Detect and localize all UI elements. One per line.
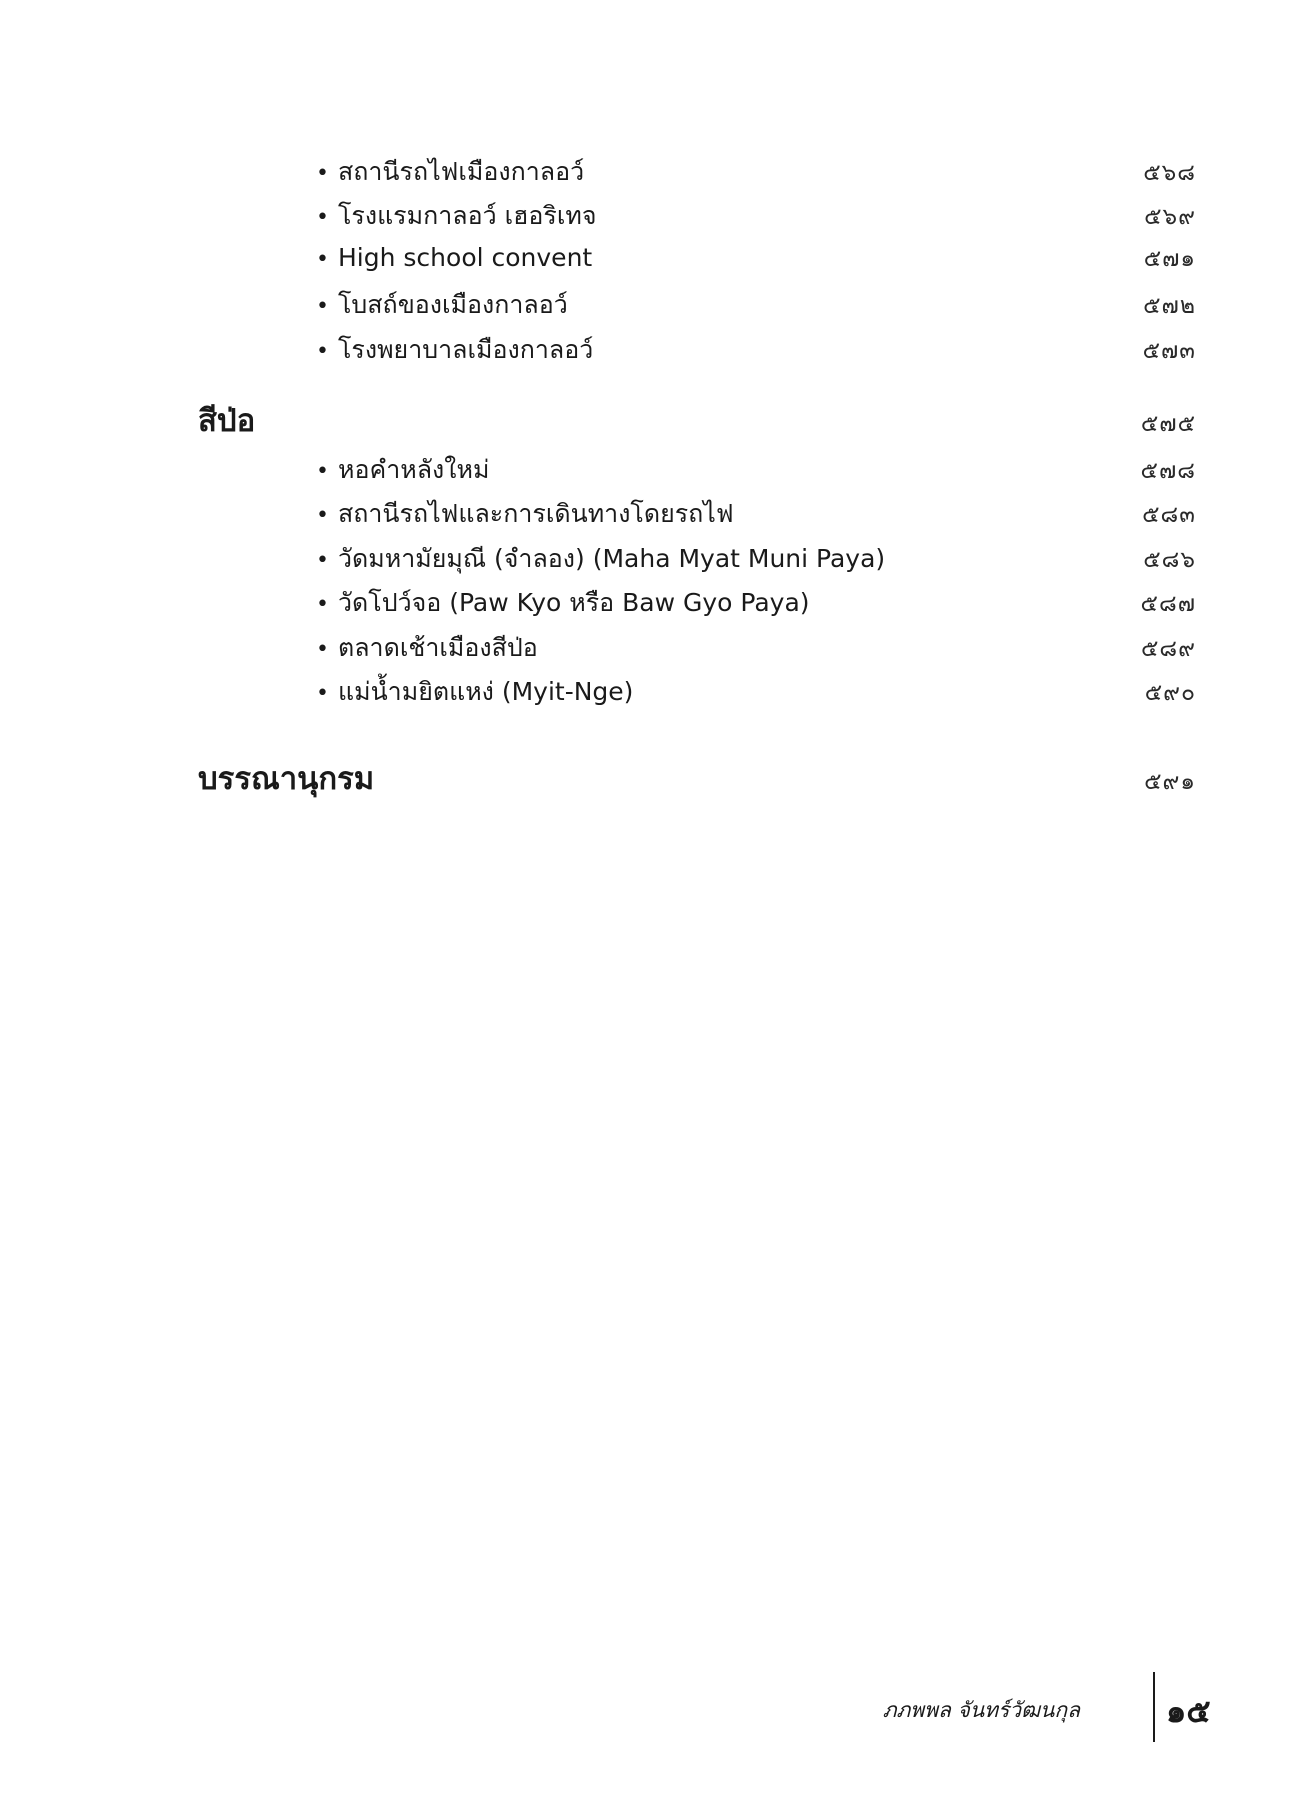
toc-entry-label: หอคำหลังใหม่: [338, 455, 490, 484]
toc-section-label: บรรณานุกรม: [198, 761, 375, 797]
bullet-icon: •: [316, 503, 329, 528]
footer-page-number: ๑๕: [1166, 1692, 1211, 1730]
bullet-icon: •: [316, 205, 329, 230]
toc-entry[interactable]: [316, 628, 1196, 668]
toc-entry[interactable]: [316, 241, 1196, 281]
toc-entry-page: ๕๖๙: [1144, 204, 1196, 230]
footer-author: ภภพพล จันทร์วัฒนกุล: [882, 1698, 1080, 1722]
bullet-icon: •: [316, 339, 329, 364]
toc-entry-page: ๕๖๘: [1143, 160, 1196, 186]
toc-entry-page: ๕๘๙: [1141, 636, 1196, 662]
toc-entry[interactable]: [316, 450, 1196, 490]
toc-entry-label: ตลาดเช้าเมืองสีป่อ: [338, 633, 538, 662]
bullet-icon: •: [316, 161, 329, 186]
toc-section-page: ๕๙๑: [1144, 769, 1196, 795]
toc-entry[interactable]: [316, 152, 1196, 192]
toc-entry-label: โรงแรมกาลอว์ เฮอริเทจ: [338, 201, 597, 230]
toc-entry-label: สถานีรถไฟและการเดินทางโดยรถไฟ: [338, 499, 734, 528]
toc-entry[interactable]: [316, 330, 1196, 370]
footer-divider: [1153, 1672, 1155, 1742]
toc-entry-page: ๕๘๓: [1142, 502, 1196, 528]
toc-entry[interactable]: [316, 196, 1196, 236]
toc-section-bibliography[interactable]: [198, 753, 1196, 801]
toc-entry-page: ๕๘๗: [1140, 591, 1196, 617]
toc-entry-label: แม่น้ำมยิตแหง่ (Myit-Nge): [338, 677, 634, 706]
bullet-icon: •: [316, 459, 329, 484]
toc-entry-page: ๕๙๐: [1144, 680, 1196, 706]
toc-section-label: สีป่อ: [198, 403, 256, 439]
page-footer: [882, 1672, 1211, 1742]
toc-entry-page: ๕๗๘: [1140, 458, 1196, 484]
toc-entry[interactable]: [316, 672, 1196, 712]
toc-entry-page: ๕๗๓: [1142, 338, 1196, 364]
toc-entry-page: ๕๗๑: [1143, 246, 1196, 272]
toc-entry[interactable]: [316, 539, 1196, 579]
bullet-icon: •: [316, 681, 329, 706]
toc-section-page: ๕๗๕: [1140, 411, 1196, 437]
toc-section-hsipaw[interactable]: [198, 395, 1196, 443]
toc-entry-label: วัดโปว์จอ (Paw Kyo หรือ Baw Gyo Paya): [338, 588, 810, 617]
toc-entry-label: วัดมหามัยมุณี (จำลอง) (Maha Myat Muni Paya): [338, 544, 886, 573]
toc-entry[interactable]: [316, 583, 1196, 623]
toc-entry[interactable]: [316, 494, 1196, 534]
toc-entry-label: สถานีรถไฟเมืองกาลอว์: [338, 157, 585, 186]
toc-entry-page: ๕๘๖: [1143, 547, 1196, 573]
toc-entry-label: โรงพยาบาลเมืองกาลอว์: [338, 335, 594, 364]
toc-entry-page: ๕๗๒: [1143, 293, 1196, 319]
toc-entry-label: โบสถ์ของเมืองกาลอว์: [338, 290, 568, 319]
toc-entry-label: High school convent: [338, 243, 593, 272]
bullet-icon: •: [316, 294, 329, 319]
bullet-icon: •: [316, 247, 329, 272]
bullet-icon: •: [316, 592, 329, 617]
bullet-icon: •: [316, 548, 329, 573]
bullet-icon: •: [316, 637, 329, 662]
toc-entry[interactable]: [316, 285, 1196, 325]
